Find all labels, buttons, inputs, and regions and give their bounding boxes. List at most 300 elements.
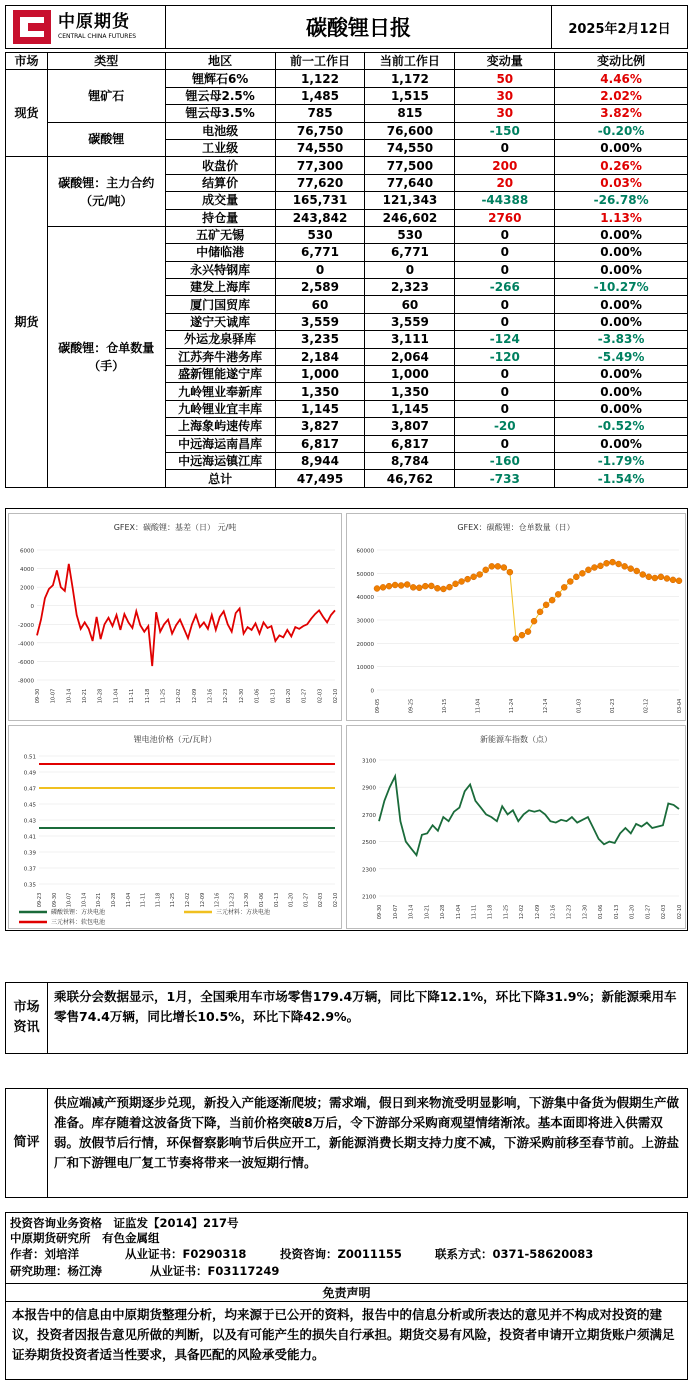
data-point <box>531 618 537 624</box>
x-tick-label: 11-11 <box>471 904 478 920</box>
x-tick-label: 01-13 <box>270 688 277 704</box>
data-point <box>555 591 561 597</box>
change-value: 0 <box>455 400 555 417</box>
row-name: 总计 <box>165 470 275 487</box>
y-tick-label: 60000 <box>356 548 374 555</box>
data-point <box>380 584 386 590</box>
market-spot-label: 现货 <box>6 70 48 157</box>
change-pct: 0.00% <box>555 139 688 156</box>
row-name: 盛新锂能遂宁库 <box>165 366 275 383</box>
y-tick-label: 2900 <box>362 785 376 792</box>
legend-label: 三元材料：软包电池 <box>51 919 106 926</box>
x-tick-label: 02-03 <box>318 892 325 908</box>
change-value: 30 <box>455 87 555 104</box>
prev-value: 77,620 <box>275 174 365 191</box>
row-name: 上海象屿速传库 <box>165 418 275 435</box>
x-tick-label: 11-11 <box>140 892 147 908</box>
legend-label: 三元材料：方块电池 <box>216 909 271 916</box>
change-value: 2760 <box>455 209 555 226</box>
x-tick-label: 11-18 <box>487 904 494 920</box>
y-tick-label: -4000 <box>18 641 34 648</box>
change-value: 30 <box>455 105 555 122</box>
x-tick-label: 11-25 <box>160 688 167 704</box>
prev-value: 6,771 <box>275 244 365 261</box>
prev-value: 3,827 <box>275 418 365 435</box>
y-tick-label: -2000 <box>18 622 34 629</box>
change-value: 0 <box>455 139 555 156</box>
chart-title: 锂电池价格（元/瓦时） <box>133 735 217 744</box>
column-header: 地区 <box>165 53 275 70</box>
y-tick-label: 20000 <box>356 641 374 648</box>
x-tick-label: 11-04 <box>455 904 462 920</box>
data-point <box>664 575 670 581</box>
assistant: 研究助理：杨江涛 <box>10 1263 102 1278</box>
x-tick-label: 12-09 <box>191 688 198 704</box>
comment-label: 简评 <box>6 1089 48 1197</box>
x-tick-label: 10-14 <box>66 688 73 704</box>
cur-value: 77,500 <box>365 157 455 174</box>
x-tick-label: 02-12 <box>643 698 650 714</box>
row-name: 锂云母3.5% <box>165 105 275 122</box>
contact: 联系方式：0371-58620083 <box>435 1247 594 1261</box>
x-tick-label: 11-24 <box>509 698 516 714</box>
table-header-row <box>6 53 688 70</box>
data-point <box>374 586 380 592</box>
change-value: 0 <box>455 244 555 261</box>
cur-value: 8,784 <box>365 452 455 469</box>
row-name: 永兴特钢库 <box>165 261 275 278</box>
brand-logo <box>6 6 166 48</box>
data-point <box>404 582 410 588</box>
data-point <box>543 602 549 608</box>
row-name: 电池级 <box>165 122 275 139</box>
cur-value: 3,807 <box>365 418 455 435</box>
y-tick-label: 4000 <box>20 567 34 574</box>
x-tick-label: 12-30 <box>582 904 589 920</box>
cur-value: 815 <box>365 105 455 122</box>
data-point <box>670 577 676 583</box>
cur-value: 46,762 <box>365 470 455 487</box>
x-tick-label: 01-20 <box>285 688 292 704</box>
market-news-text: 乘联分会数据显示，1月，全国乘用车市场零售179.4万辆，同比下降12.1%，环比下降31.9%；新能源乘用车零售74.4万辆，同比增长10.5%，环比下降42.9%。 <box>54 989 677 1024</box>
footer <box>5 1212 688 1380</box>
type-ore-label: 锂矿石 <box>47 70 165 122</box>
x-tick-label: 12-02 <box>519 904 526 920</box>
logo-en: CENTRAL CHINA FUTURES <box>58 33 137 40</box>
data-point <box>604 560 610 566</box>
data-point <box>537 609 543 615</box>
assistant-cert: 从业证书：F03117249 <box>150 1263 280 1278</box>
x-tick-label: 01-27 <box>303 892 310 908</box>
research-org: 中原期货研究所 有色金属组 <box>10 1230 160 1245</box>
market-news-section <box>5 982 688 1054</box>
cur-value: 2,323 <box>365 279 455 296</box>
x-tick-label: 01-03 <box>576 698 583 714</box>
data-point <box>501 565 507 571</box>
qualification: 投资咨询业务资格 证监发【2014】217号 <box>10 1216 239 1230</box>
y-tick-label: 40000 <box>356 595 374 602</box>
y-tick-label: 2100 <box>362 894 376 901</box>
chart-title: 新能源车指数（点） <box>480 735 552 744</box>
change-value: -160 <box>455 452 555 469</box>
prev-value: 47,495 <box>275 470 365 487</box>
x-tick-label: 02-10 <box>333 892 339 908</box>
data-point <box>622 563 628 569</box>
x-tick-label: 12-23 <box>223 688 230 704</box>
prev-value: 2,184 <box>275 348 365 365</box>
data-point <box>513 636 519 642</box>
logo-mark-icon <box>12 9 52 45</box>
y-tick-label: 30000 <box>356 618 374 625</box>
x-tick-label: 01-23 <box>609 698 616 714</box>
x-tick-label: 10-07 <box>66 892 73 908</box>
change-pct: 1.13% <box>555 209 688 226</box>
change-pct: 0.00% <box>555 226 688 243</box>
row-name: 九岭锂业宜丰库 <box>165 400 275 417</box>
cur-value: 6,771 <box>365 244 455 261</box>
x-tick-label: 01-27 <box>645 904 652 920</box>
y-tick-label: 50000 <box>356 571 374 578</box>
chart-title: GFEX：碳酸锂：基差（日） 元/吨 <box>113 523 237 532</box>
author-cert: 从业证书：F0290318 <box>125 1247 247 1261</box>
row-name: 中远海运镇江库 <box>165 452 275 469</box>
author: 作者：刘培洋 <box>10 1247 79 1261</box>
disclaimer-text: 本报告中的信息由中原期货整理分析，均来源于已公开的资料，报告中的信息分析或所表达的意见并不构成对投资的建议，投资者因报告意见所做的判断，以及有可能产生的损失自行承担。期货交易有风险，投资者申请开立期货账户须满足证券期货投资者适当性要求，具备匹配的风险承受能力。 <box>12 1307 675 1362</box>
data-point <box>434 585 440 591</box>
y-tick-label: 0.43 <box>23 818 36 825</box>
row-name: 江苏奔牛港务库 <box>165 348 275 365</box>
change-value: -44388 <box>455 192 555 209</box>
data-point <box>453 581 459 587</box>
data-point <box>440 586 446 592</box>
data-point <box>573 574 579 580</box>
change-pct: 0.26% <box>555 157 688 174</box>
x-tick-label: 11-04 <box>475 698 482 714</box>
row-name: 锂云母2.5% <box>165 87 275 104</box>
data-point <box>416 585 422 591</box>
change-value: 20 <box>455 174 555 191</box>
row-name: 结算价 <box>165 174 275 191</box>
row-name: 持仓量 <box>165 209 275 226</box>
cur-value: 1,350 <box>365 383 455 400</box>
prev-value: 6,817 <box>275 435 365 452</box>
change-pct: -0.20% <box>555 122 688 139</box>
y-tick-label: 0.47 <box>23 786 36 793</box>
change-pct: -10.27% <box>555 279 688 296</box>
prev-value: 1,000 <box>275 366 365 383</box>
prev-value: 165,731 <box>275 192 365 209</box>
prev-value: 1,145 <box>275 400 365 417</box>
x-tick-label: 10-07 <box>392 904 399 920</box>
prev-value: 1,122 <box>275 70 365 87</box>
report-header <box>5 5 688 49</box>
change-pct: 0.00% <box>555 366 688 383</box>
prev-value: 785 <box>275 105 365 122</box>
change-pct: -5.49% <box>555 348 688 365</box>
change-pct: 2.02% <box>555 87 688 104</box>
row-name: 锂辉石6% <box>165 70 275 87</box>
prev-value: 8,944 <box>275 452 365 469</box>
series-line <box>37 564 335 666</box>
x-tick-label: 12-16 <box>550 904 557 920</box>
x-tick-label: 10-28 <box>97 688 104 704</box>
column-header: 市场 <box>6 53 48 70</box>
prev-value: 60 <box>275 296 365 313</box>
data-point <box>634 568 640 574</box>
data-point <box>561 584 567 590</box>
cur-value: 1,172 <box>365 70 455 87</box>
data-point <box>428 583 434 589</box>
change-value: -20 <box>455 418 555 435</box>
x-tick-label: 10-14 <box>408 904 415 920</box>
data-point <box>549 597 555 603</box>
type-carbonate-label: 碳酸锂 <box>47 122 165 157</box>
y-tick-label: 0.35 <box>23 882 36 889</box>
change-value: 0 <box>455 313 555 330</box>
x-tick-label: 12-23 <box>566 904 573 920</box>
y-tick-label: 0.39 <box>23 850 36 857</box>
x-tick-label: 10-07 <box>50 688 57 704</box>
change-value: 0 <box>455 383 555 400</box>
type-main-contract-label: 碳酸锂：主力合约（元/吨） <box>47 157 165 227</box>
y-tick-label: -8000 <box>18 678 34 685</box>
x-tick-label: 02-03 <box>661 904 668 920</box>
x-tick-label: 01-06 <box>259 892 265 908</box>
column-header: 变动量 <box>455 53 555 70</box>
data-point <box>392 582 398 588</box>
y-tick-label: 6000 <box>20 548 34 555</box>
prev-value: 76,750 <box>275 122 365 139</box>
series-line <box>379 776 679 855</box>
prev-value: 1,485 <box>275 87 365 104</box>
y-tick-label: 2000 <box>20 585 34 592</box>
y-tick-label: 0 <box>370 688 374 695</box>
data-point <box>591 565 597 571</box>
x-tick-label: 11-11 <box>129 688 136 704</box>
data-point <box>465 576 471 582</box>
data-point <box>483 567 489 573</box>
change-value: -150 <box>455 122 555 139</box>
change-value: -733 <box>455 470 555 487</box>
disclaimer-title: 免责声明 <box>6 1283 687 1302</box>
change-pct: 0.00% <box>555 313 688 330</box>
change-pct: 0.03% <box>555 174 688 191</box>
x-tick-label: 10-28 <box>111 892 117 908</box>
cur-value: 3,111 <box>365 331 455 348</box>
x-tick-label: 09-30 <box>35 688 41 704</box>
cur-value: 76,600 <box>365 122 455 139</box>
x-tick-label: 10-28 <box>440 904 447 920</box>
cur-value: 60 <box>365 296 455 313</box>
row-name: 工业级 <box>165 139 275 156</box>
data-point <box>507 569 513 575</box>
table-row <box>6 70 688 87</box>
y-tick-label: 10000 <box>356 665 374 672</box>
comment-section <box>5 1088 688 1198</box>
x-tick-label: 11-18 <box>144 688 151 704</box>
change-pct: -1.79% <box>555 452 688 469</box>
row-name: 收盘价 <box>165 157 275 174</box>
cur-value: 2,064 <box>365 348 455 365</box>
market-futures-label: 期货 <box>6 157 48 487</box>
data-point <box>477 572 483 578</box>
y-tick-label: 0.45 <box>23 802 36 809</box>
report-title: 碳酸锂日报 <box>166 6 552 48</box>
charts-panel <box>5 508 688 931</box>
x-tick-label: 11-04 <box>113 688 120 704</box>
change-pct: 4.46% <box>555 70 688 87</box>
nev-index-chart <box>346 725 686 929</box>
change-pct: 3.82% <box>555 105 688 122</box>
x-tick-label: 02-03 <box>317 688 324 704</box>
change-pct: -26.78% <box>555 192 688 209</box>
row-name: 九岭锂业奉新库 <box>165 383 275 400</box>
data-point <box>489 563 495 569</box>
change-value: 0 <box>455 435 555 452</box>
data-point <box>658 574 664 580</box>
x-tick-label: 12-23 <box>229 892 236 908</box>
y-tick-label: 0.41 <box>23 834 36 841</box>
row-name: 外运龙泉驿库 <box>165 331 275 348</box>
x-tick-label: 11-18 <box>155 892 162 908</box>
warehouse-chart <box>346 513 686 721</box>
data-point <box>652 575 658 581</box>
row-name: 建发上海库 <box>165 279 275 296</box>
x-tick-label: 11-04 <box>125 892 132 908</box>
data-point <box>386 583 392 589</box>
change-value: 0 <box>455 261 555 278</box>
data-point <box>446 584 452 590</box>
x-tick-label: 10-21 <box>96 892 103 908</box>
prev-value: 530 <box>275 226 365 243</box>
comment-text: 供应端减产预期逐步兑现，新投入产能逐渐爬坡；需求端，假日到来物流受明显影响，下游集中备货为假期生产做准备。库存随着这波备货下降，当前价格突破8万后，令下游部分采购商观望情绪渐浓。基本面即将进入供需双弱。放假节后行情，环保督察影响节后供应开工，新能源消费长期支持力度不减，下游采购前移至春节前。上游盐厂和下游锂电厂复工节奏将带来一波短期行情。 <box>54 1095 680 1170</box>
y-tick-label: 0 <box>30 604 34 611</box>
market-news-label: 市场资讯 <box>6 983 48 1053</box>
data-point <box>398 582 404 588</box>
x-tick-label: 12-16 <box>207 688 214 704</box>
x-tick-label: 12-30 <box>244 892 251 908</box>
cur-value: 74,550 <box>365 139 455 156</box>
data-point <box>459 579 465 585</box>
cur-value: 3,559 <box>365 313 455 330</box>
x-tick-label: 01-13 <box>613 904 620 920</box>
x-tick-label: 03-04 <box>677 698 683 714</box>
row-name: 中远海运南昌库 <box>165 435 275 452</box>
change-value: -120 <box>455 348 555 365</box>
y-tick-label: 2500 <box>362 840 376 847</box>
row-name: 遂宁天诚库 <box>165 313 275 330</box>
x-tick-label: 09-30 <box>377 904 383 920</box>
basis-chart <box>8 513 342 721</box>
y-tick-label: 3100 <box>362 758 376 765</box>
cur-value: 121,343 <box>365 192 455 209</box>
row-name: 厦门国贸库 <box>165 296 275 313</box>
x-tick-label: 12-14 <box>542 698 549 714</box>
x-tick-label: 12-09 <box>534 904 541 920</box>
data-point <box>410 584 416 590</box>
change-value: -266 <box>455 279 555 296</box>
change-pct: 0.00% <box>555 244 688 261</box>
data-point <box>676 578 682 584</box>
x-tick-label: 10-21 <box>82 688 89 704</box>
row-name: 中储临港 <box>165 244 275 261</box>
chart-title: GFEX：碳酸锂：仓单数量（日） <box>457 523 575 532</box>
change-pct: 0.00% <box>555 383 688 400</box>
prev-value: 3,559 <box>275 313 365 330</box>
x-tick-label: 09-23 <box>37 892 43 908</box>
x-tick-label: 12-02 <box>176 688 183 704</box>
column-header: 当前工作日 <box>365 53 455 70</box>
y-tick-label: 2700 <box>362 812 376 819</box>
cur-value: 1,515 <box>365 87 455 104</box>
change-value: -124 <box>455 331 555 348</box>
change-value: 200 <box>455 157 555 174</box>
y-tick-label: 2300 <box>362 867 376 874</box>
change-pct: -1.54% <box>555 470 688 487</box>
change-pct: 0.00% <box>555 435 688 452</box>
data-point <box>585 567 591 573</box>
data-point <box>567 579 573 585</box>
x-tick-label: 01-20 <box>629 904 636 920</box>
change-value: 0 <box>455 296 555 313</box>
data-point <box>646 574 652 580</box>
cur-value: 0 <box>365 261 455 278</box>
x-tick-label: 12-09 <box>199 892 206 908</box>
x-tick-label: 09-25 <box>408 698 415 714</box>
change-value: 50 <box>455 70 555 87</box>
row-name: 五矿无锡 <box>165 226 275 243</box>
consult-cert: 投资咨询：Z0011155 <box>280 1247 402 1261</box>
cur-value: 6,817 <box>365 435 455 452</box>
row-name: 成交量 <box>165 192 275 209</box>
prev-value: 3,235 <box>275 331 365 348</box>
table-row <box>6 157 688 174</box>
data-point <box>640 572 646 578</box>
data-point <box>471 574 477 580</box>
report-date: 2025年2月12日 <box>568 21 671 37</box>
x-tick-label: 09-30 <box>51 892 58 908</box>
change-pct: 0.00% <box>555 261 688 278</box>
prev-value: 1,350 <box>275 383 365 400</box>
data-point <box>610 559 616 565</box>
prev-value: 2,589 <box>275 279 365 296</box>
y-tick-label: 0.51 <box>23 754 36 761</box>
table-row <box>6 226 688 243</box>
x-tick-label: 02-10 <box>333 688 339 704</box>
prev-value: 0 <box>275 261 365 278</box>
prev-value: 77,300 <box>275 157 365 174</box>
data-point <box>422 583 428 589</box>
x-tick-label: 01-06 <box>254 688 261 704</box>
prev-value: 74,550 <box>275 139 365 156</box>
data-point <box>495 563 501 569</box>
data-point <box>616 561 622 567</box>
cur-value: 530 <box>365 226 455 243</box>
change-value: 0 <box>455 226 555 243</box>
x-tick-label: 10-21 <box>424 904 431 920</box>
price-table <box>5 52 688 488</box>
column-header: 前一工作日 <box>275 53 365 70</box>
legend-label: 磷酸铁锂：方块电池 <box>51 909 106 916</box>
x-tick-label: 12-30 <box>238 688 245 704</box>
change-value: 0 <box>455 366 555 383</box>
data-point <box>525 629 531 635</box>
change-pct: 0.00% <box>555 400 688 417</box>
data-point <box>579 570 585 576</box>
x-tick-label: 01-06 <box>598 904 605 920</box>
type-warehouse-label: 碳酸锂：仓单数量（手） <box>47 226 165 487</box>
change-pct: 0.00% <box>555 296 688 313</box>
